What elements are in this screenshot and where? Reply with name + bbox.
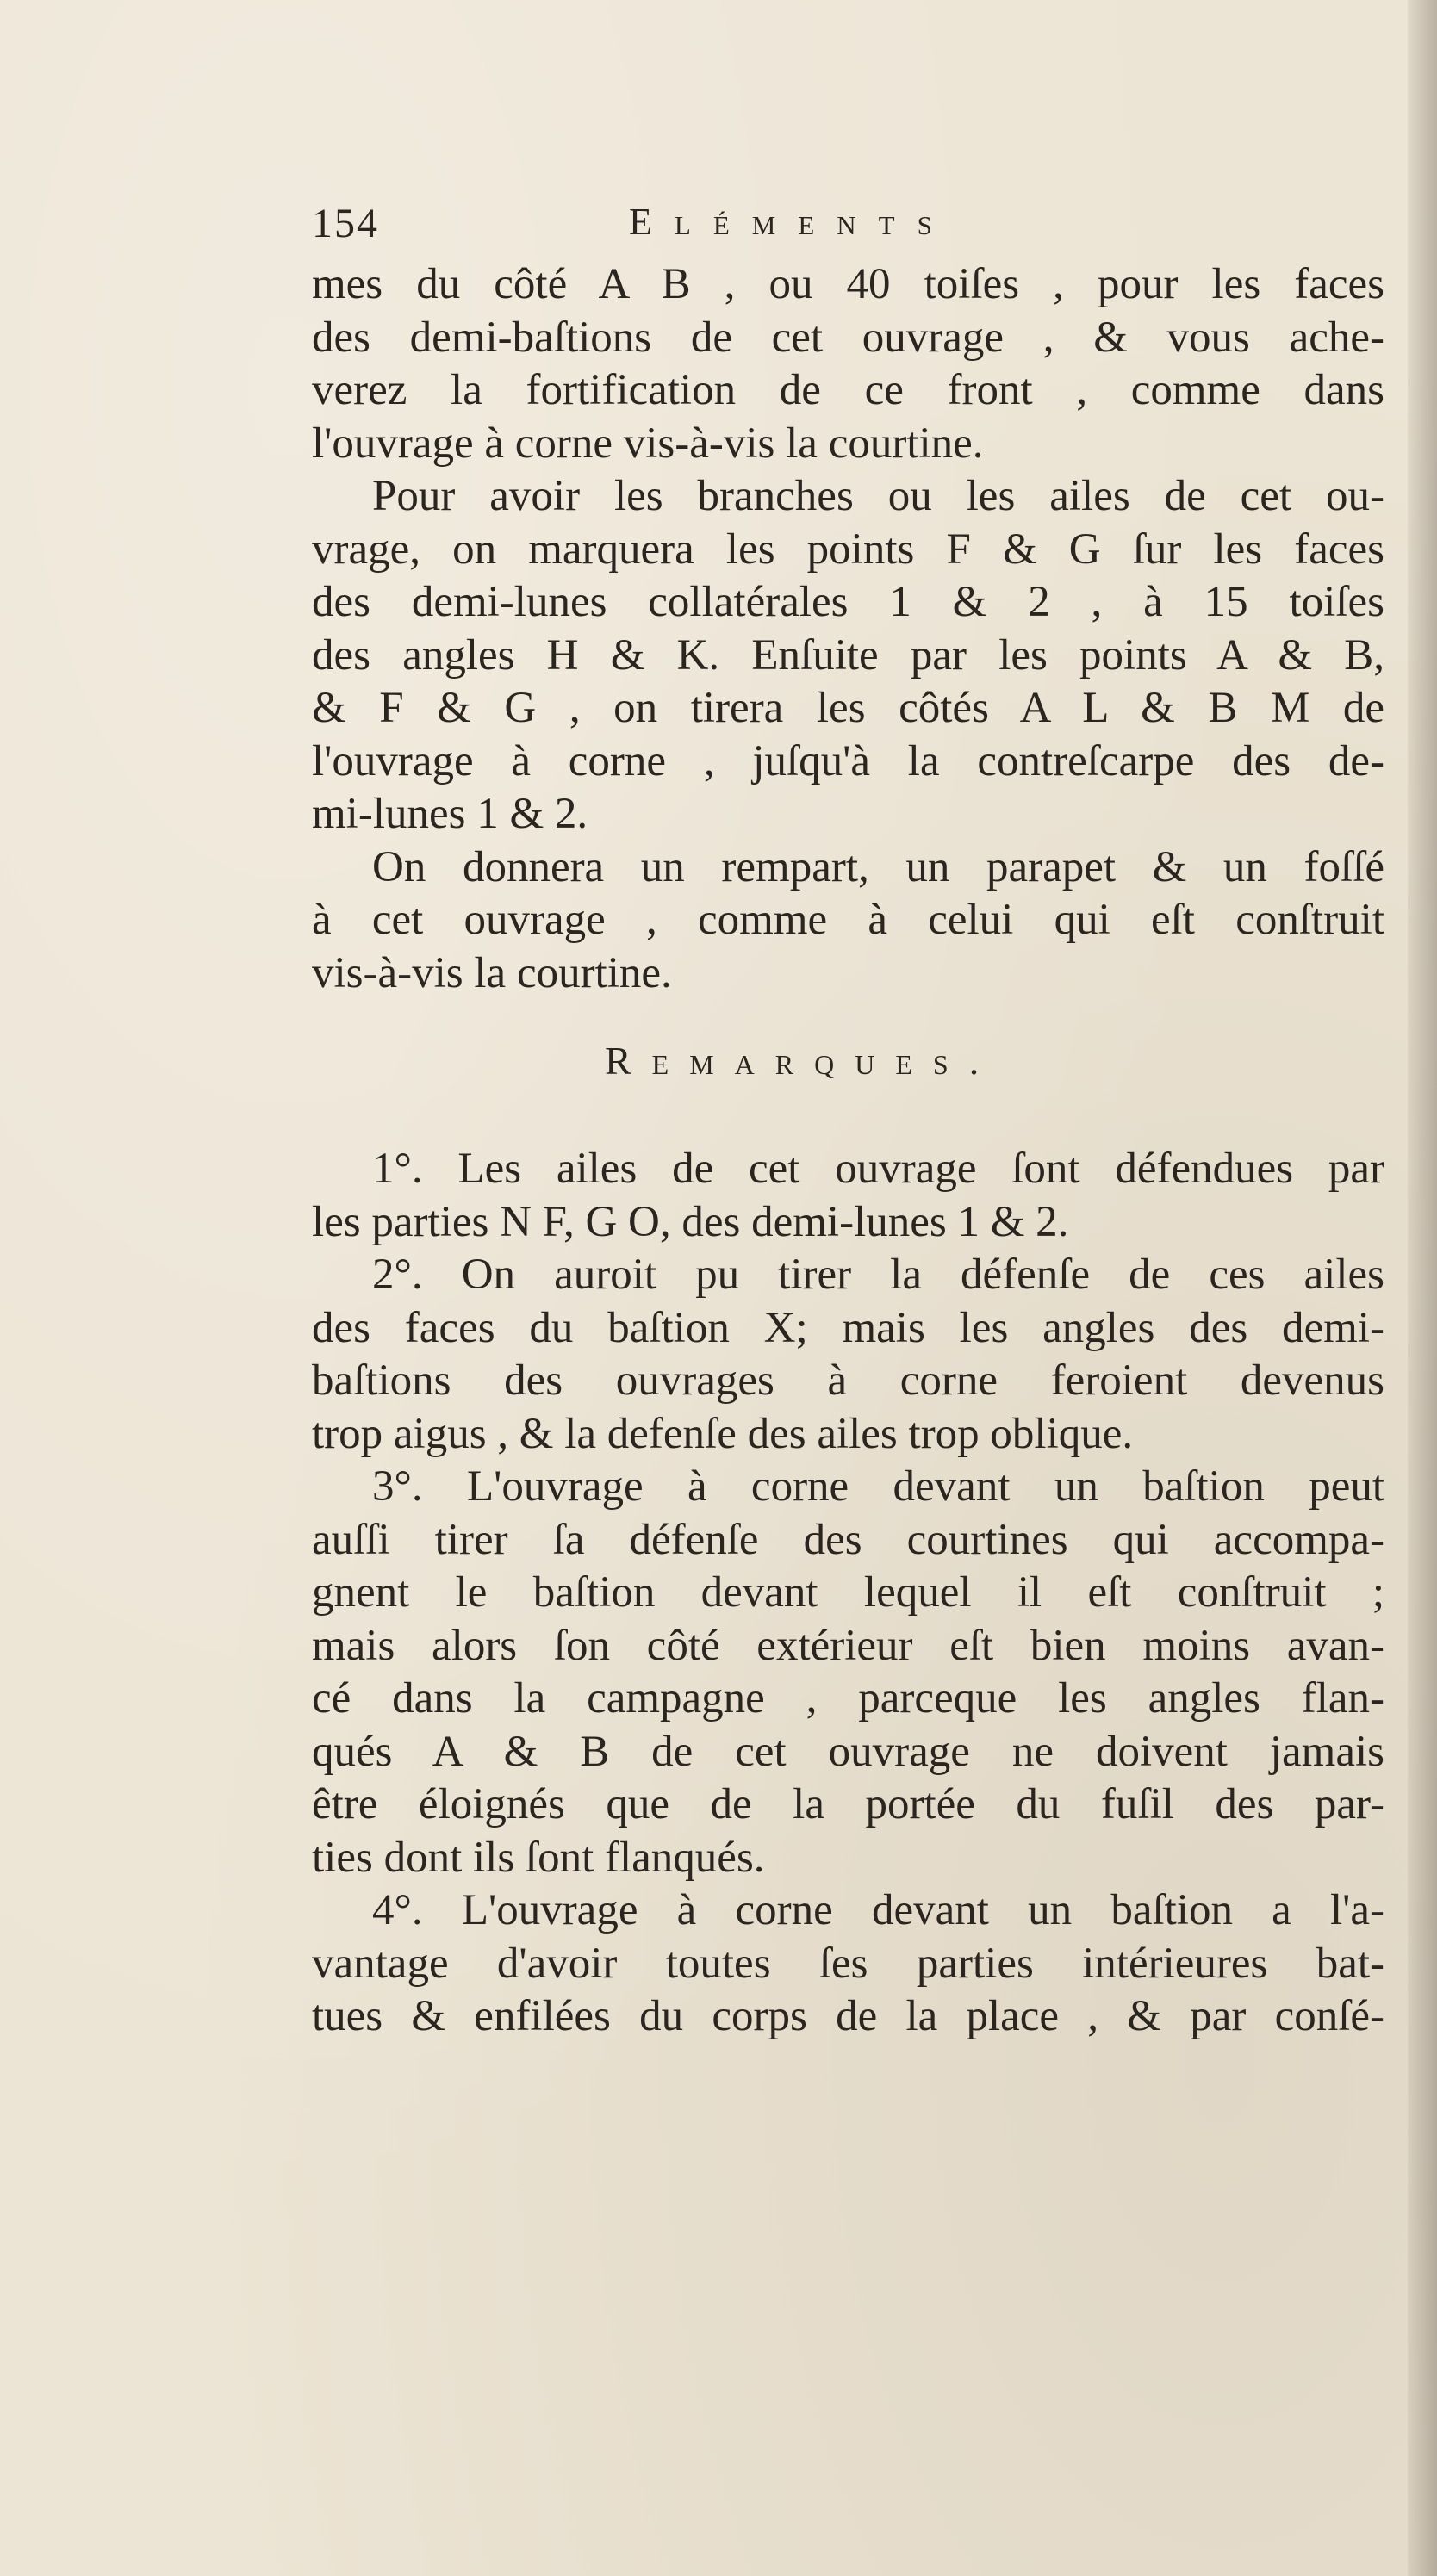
remark-line: cé dans la campagne , parceque les angles flan- bbox=[312, 1674, 1384, 1723]
text-line: vrage, on marquera les points F & G ſur les faces bbox=[312, 525, 1384, 574]
text-line: & F & G , on tirera les côtés A L & B M de bbox=[312, 684, 1384, 732]
text-line: On donnera un rempart, un parapet & un foſſé bbox=[372, 842, 1384, 891]
remark-line: les parties N F, G O, des demi-lunes 1 & 2. bbox=[312, 1197, 1069, 1246]
remark-line: tues & enfilées du corps de la place , & par conſé- bbox=[312, 1992, 1384, 2040]
running-head bbox=[312, 200, 1087, 260]
page-edge-shadow bbox=[1408, 0, 1437, 2576]
text-line: des angles H & K. Enſuite par les points A & B, bbox=[312, 630, 1384, 680]
spacer bbox=[312, 1000, 1384, 1034]
remark-line: vantage d'avoir toutes ſes parties intérieures bat- bbox=[312, 1939, 1384, 1988]
remark-line: 1°. Les ailes de cet ouvrage ſont défendues par bbox=[372, 1145, 1384, 1193]
remark-line: qués A & B de cet ouvrage ne doivent jamais bbox=[312, 1727, 1384, 1776]
text-line: verez la fortification de ce front , comme dans bbox=[312, 366, 1384, 414]
remark-line: gnent le baſtion devant lequel il eſt conſtruit ; bbox=[312, 1568, 1384, 1617]
spacer bbox=[312, 1091, 1384, 1143]
page-number: 154 bbox=[312, 201, 379, 246]
text-line: des demi-baſtions de cet ouvrage , & vous ache- bbox=[312, 313, 1384, 362]
remark-line: ties dont ils ſont flanqués. bbox=[312, 1833, 765, 1882]
remark-line: 4°. L'ouvrage à corne devant un baſtion a l'a- bbox=[372, 1886, 1384, 1934]
remark-line: 3°. L'ouvrage à corne devant un baſtion peut bbox=[372, 1462, 1384, 1511]
remark-line: trop aigus , & la defenſe des ailes trop oblique. bbox=[312, 1409, 1134, 1458]
page-text bbox=[312, 258, 1384, 2044]
text-line: à cet ouvrage , comme à celui qui eſt conſtruit bbox=[312, 896, 1384, 944]
text-line: Pour avoir les branches ou les ailes de cet ou- bbox=[372, 472, 1384, 520]
text-line: l'ouvrage à corne , juſqu'à la contreſcarpe des de- bbox=[312, 736, 1384, 785]
text-line: des demi-lunes collatérales 1 & 2 , à 15 toiſes bbox=[312, 578, 1384, 626]
section-title: Remarques. bbox=[605, 1039, 1000, 1083]
remark-line: 2°. On auroit pu tirer la défenſe de ces ailes bbox=[372, 1251, 1384, 1299]
text-line: l'ouvrage à corne vis-à-vis la courtine. bbox=[312, 419, 984, 468]
remark-line: auſſi tirer ſa défenſe des courtines qui accompa- bbox=[312, 1515, 1384, 1564]
remark-line: baſtions des ouvrages à corne feroient devenus bbox=[312, 1356, 1384, 1405]
text-line: mes du côté A B , ou 40 toiſes , pour les faces bbox=[312, 260, 1384, 308]
running-title: Eléments bbox=[629, 201, 955, 243]
remark-line: mais alors ſon côté extérieur eſt bien moins avan- bbox=[312, 1621, 1384, 1670]
remark-line: des faces du baſtion X; mais les angles des demi- bbox=[312, 1303, 1384, 1352]
text-line: mi-lunes 1 & 2. bbox=[312, 790, 588, 838]
text-line: vis-à-vis la courtine. bbox=[312, 948, 672, 997]
remark-line: être éloignés que de la portée du fuſil des par- bbox=[312, 1780, 1384, 1828]
